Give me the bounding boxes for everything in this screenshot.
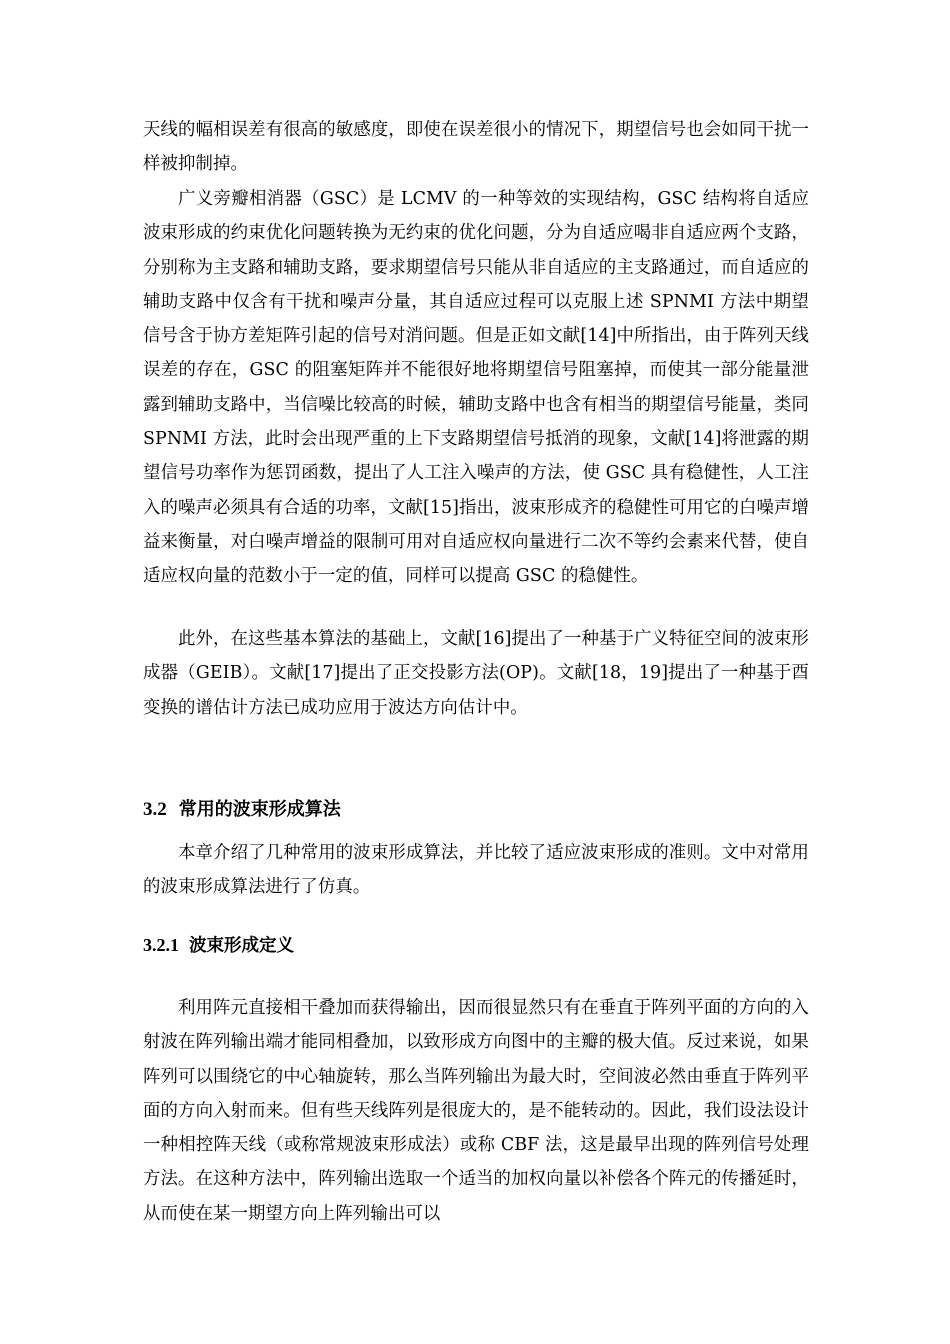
subsection-title: 波束形成定义 xyxy=(189,936,294,956)
paragraph-other-algorithms: 此外，在这些基本算法的基础上，文献[16]提出了一种基于广义特征空间的波束形成器（GEIB）。文献[17]提出了正交投影方法(OP)。文献[18，19]提出了一种基于酉变换的谱估计方法已成功应用于波达方向估计中。 xyxy=(143,629,809,718)
section-heading xyxy=(143,797,341,822)
subsection-heading xyxy=(143,933,294,958)
section-number: 3.2 xyxy=(143,799,167,820)
paragraph-chapter-intro: 本章介绍了几种常用的波束形成算法，并比较了适应波束形成的准则。文中对常用的波束形成算法进行了仿真。 xyxy=(143,843,809,898)
paragraph-beamforming-definition: 利用阵元直接相干叠加而获得输出，因而很显然只有在垂直于阵列平面的方向的入射波在阵列输出端才能同相叠加，以致形成方向图中的主瓣的极大值。反过来说，如果阵列可以围绕它的中心轴旋转，那么当阵列输出为最大时，空间波必然由垂直于阵列平面的方向入射而来。但有些天线阵列是很庞大的，是不能转动的。因此，我们设法设计一种相控阵天线（或称常规波束形成法）或称 CBF 法，这是最早出现的阵列信号处理方法。在这种方法中，阵列输出选取一个适当的加权向量以补偿各个阵元的传播延时，从而使在某一期望方向上阵列输出可以 xyxy=(143,998,809,1224)
subsection-number: 3.2.1 xyxy=(143,935,179,955)
paragraph-gsc: 广义旁瓣相消器（GSC）是 LCMV 的一种等效的实现结构，GSC 结构将自适应波束形成的约束优化问题转换为无约束的优化问题，分为自适应喝非自适应两个支路，分别称为主支路和辅助支路，要求期望信号只能从非自适应的主支路通过，而自适应的辅助支路中仅含有干扰和噪声分量，其自适应过程可以克服上述 SPNMI 方法中期望信号含于协方差矩阵引起的信号对消问题。但是正如文献[14]中所指出，由于阵列天线误差的存在，GSC 的阻塞矩阵并不能很好地将期望信号阻塞掉，而使其一部分能量泄露到辅助支路中，当信噪比较高的时候，辅助支路中也含有相当的期望信号能量，类同 SPNMI 方法，此时会出现严重的上下支路期望信号抵消的现象，文献[14]将泄露的期望信号功率作为惩罚函数，提出了人工注入噪声的方法，使 GSC 具有稳健性，人工注入的噪声必须具有合适的功率，文献[15]指出，波束形成齐的稳健性可用它的白噪声增益来衡量，对白噪声增益的限制可用对自适应权向量进行二次不等约会素来代替，使自适应权向量的范数小于一定的值，同样可以提高 GSC 的稳健性。 xyxy=(143,189,809,587)
section-title: 常用的波束形成算法 xyxy=(178,799,341,820)
paragraph-continuation: 天线的幅相误差有很高的敏感度，即使在误差很小的情况下，期望信号也会如同干扰一样被抑制掉。 xyxy=(143,120,809,175)
